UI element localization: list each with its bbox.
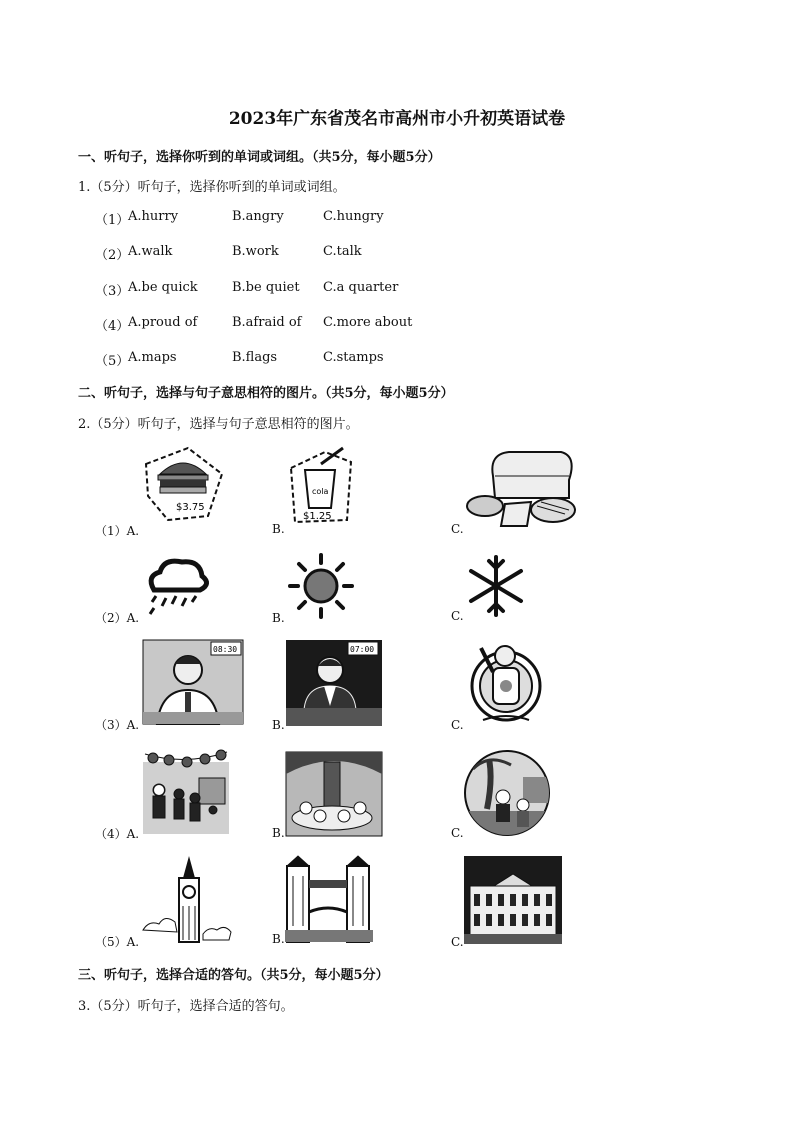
picnic-under-tree-image (286, 752, 382, 836)
cola-text: cola (312, 487, 329, 496)
option-b[interactable]: B.angry (232, 209, 284, 224)
option-b[interactable]: B.work (232, 244, 279, 259)
sun-icon (288, 553, 354, 619)
row-3-label-a[interactable]: （3）A. (95, 718, 140, 732)
children-park-image (463, 749, 551, 837)
clock-text: 08:30 (213, 645, 238, 654)
rain-cloud-icon (142, 556, 212, 616)
item-num: （5） (95, 354, 130, 369)
question-1: 1.（5分）听句子，选择你听到的单词或词组。 (78, 180, 346, 195)
question-3: 3.（5分）听句子，选择合适的答句。 (78, 999, 294, 1014)
row-5-label-b[interactable]: B. (272, 932, 285, 946)
item-num: （4） (95, 319, 130, 334)
row-4-label-a[interactable]: （4）A. (95, 827, 140, 841)
option-b[interactable]: B.flags (232, 350, 278, 365)
item-num: （3） (95, 284, 130, 299)
row-2-label-c[interactable]: C. (451, 609, 464, 623)
row-3-label-b[interactable]: B. (272, 718, 285, 732)
hamburger-coupon-image (138, 444, 228, 524)
row-1-label-c[interactable]: C. (451, 522, 464, 536)
cola-coupon-image (285, 444, 357, 526)
party-people-image (143, 748, 229, 834)
option-a[interactable]: A.maps (128, 350, 177, 365)
row-3-label-c[interactable]: C. (451, 718, 464, 732)
item-num: （1） (95, 213, 130, 228)
option-c[interactable]: C.a quarter (323, 280, 399, 295)
bread-image (465, 446, 577, 530)
clock-text: 07:00 (350, 645, 375, 654)
option-c[interactable]: C.talk (323, 244, 362, 259)
snowflake-icon (463, 553, 529, 619)
row-1-label-b[interactable]: B. (272, 522, 285, 536)
option-a[interactable]: A.hurry (128, 209, 179, 224)
row-1-label-a[interactable]: （1）A. (95, 524, 140, 538)
row-5-label-a[interactable]: （5）A. (95, 935, 140, 949)
price-text: $3.75 (176, 502, 205, 513)
option-c[interactable]: C.stamps (323, 350, 384, 365)
palace-image (464, 856, 562, 944)
option-c[interactable]: C.hungry (323, 209, 384, 224)
option-a[interactable]: A.be quick (128, 280, 198, 295)
section-1-heading: 一、听句子，选择你听到的单词或词组。（共5分，每小题5分） (78, 150, 441, 165)
option-b[interactable]: B.be quiet (232, 280, 300, 295)
option-a[interactable]: A.proud of (128, 315, 198, 330)
section-3-heading: 三、听句子，选择合适的答句。（共5分，每小题5分） (78, 968, 389, 983)
row-5-label-c[interactable]: C. (451, 935, 464, 949)
row-4-label-c[interactable]: C. (451, 826, 464, 840)
option-c[interactable]: C.more about (323, 315, 413, 330)
row-2-label-b[interactable]: B. (272, 611, 285, 625)
price-text: $1.25 (303, 511, 332, 522)
news-anchor-image (286, 640, 382, 726)
astronaut-image (463, 638, 549, 724)
row-2-label-a[interactable]: （2）A. (95, 611, 140, 625)
section-2-heading: 二、听句子，选择与句子意思相符的图片。（共5分，每小题5分） (78, 386, 454, 401)
option-b[interactable]: B.afraid of (232, 315, 302, 330)
question-2: 2.（5分）听句子，选择与句子意思相符的图片。 (78, 417, 359, 432)
option-a[interactable]: A.walk (128, 244, 173, 259)
page-title: 2023年广东省茂名市高州市小升初英语试卷 (228, 109, 566, 129)
man-eating-breakfast-image (143, 640, 243, 724)
tower-bridge-image (285, 856, 373, 944)
big-ben-image (143, 856, 233, 944)
row-4-label-b[interactable]: B. (272, 826, 285, 840)
item-num: （2） (95, 248, 130, 263)
